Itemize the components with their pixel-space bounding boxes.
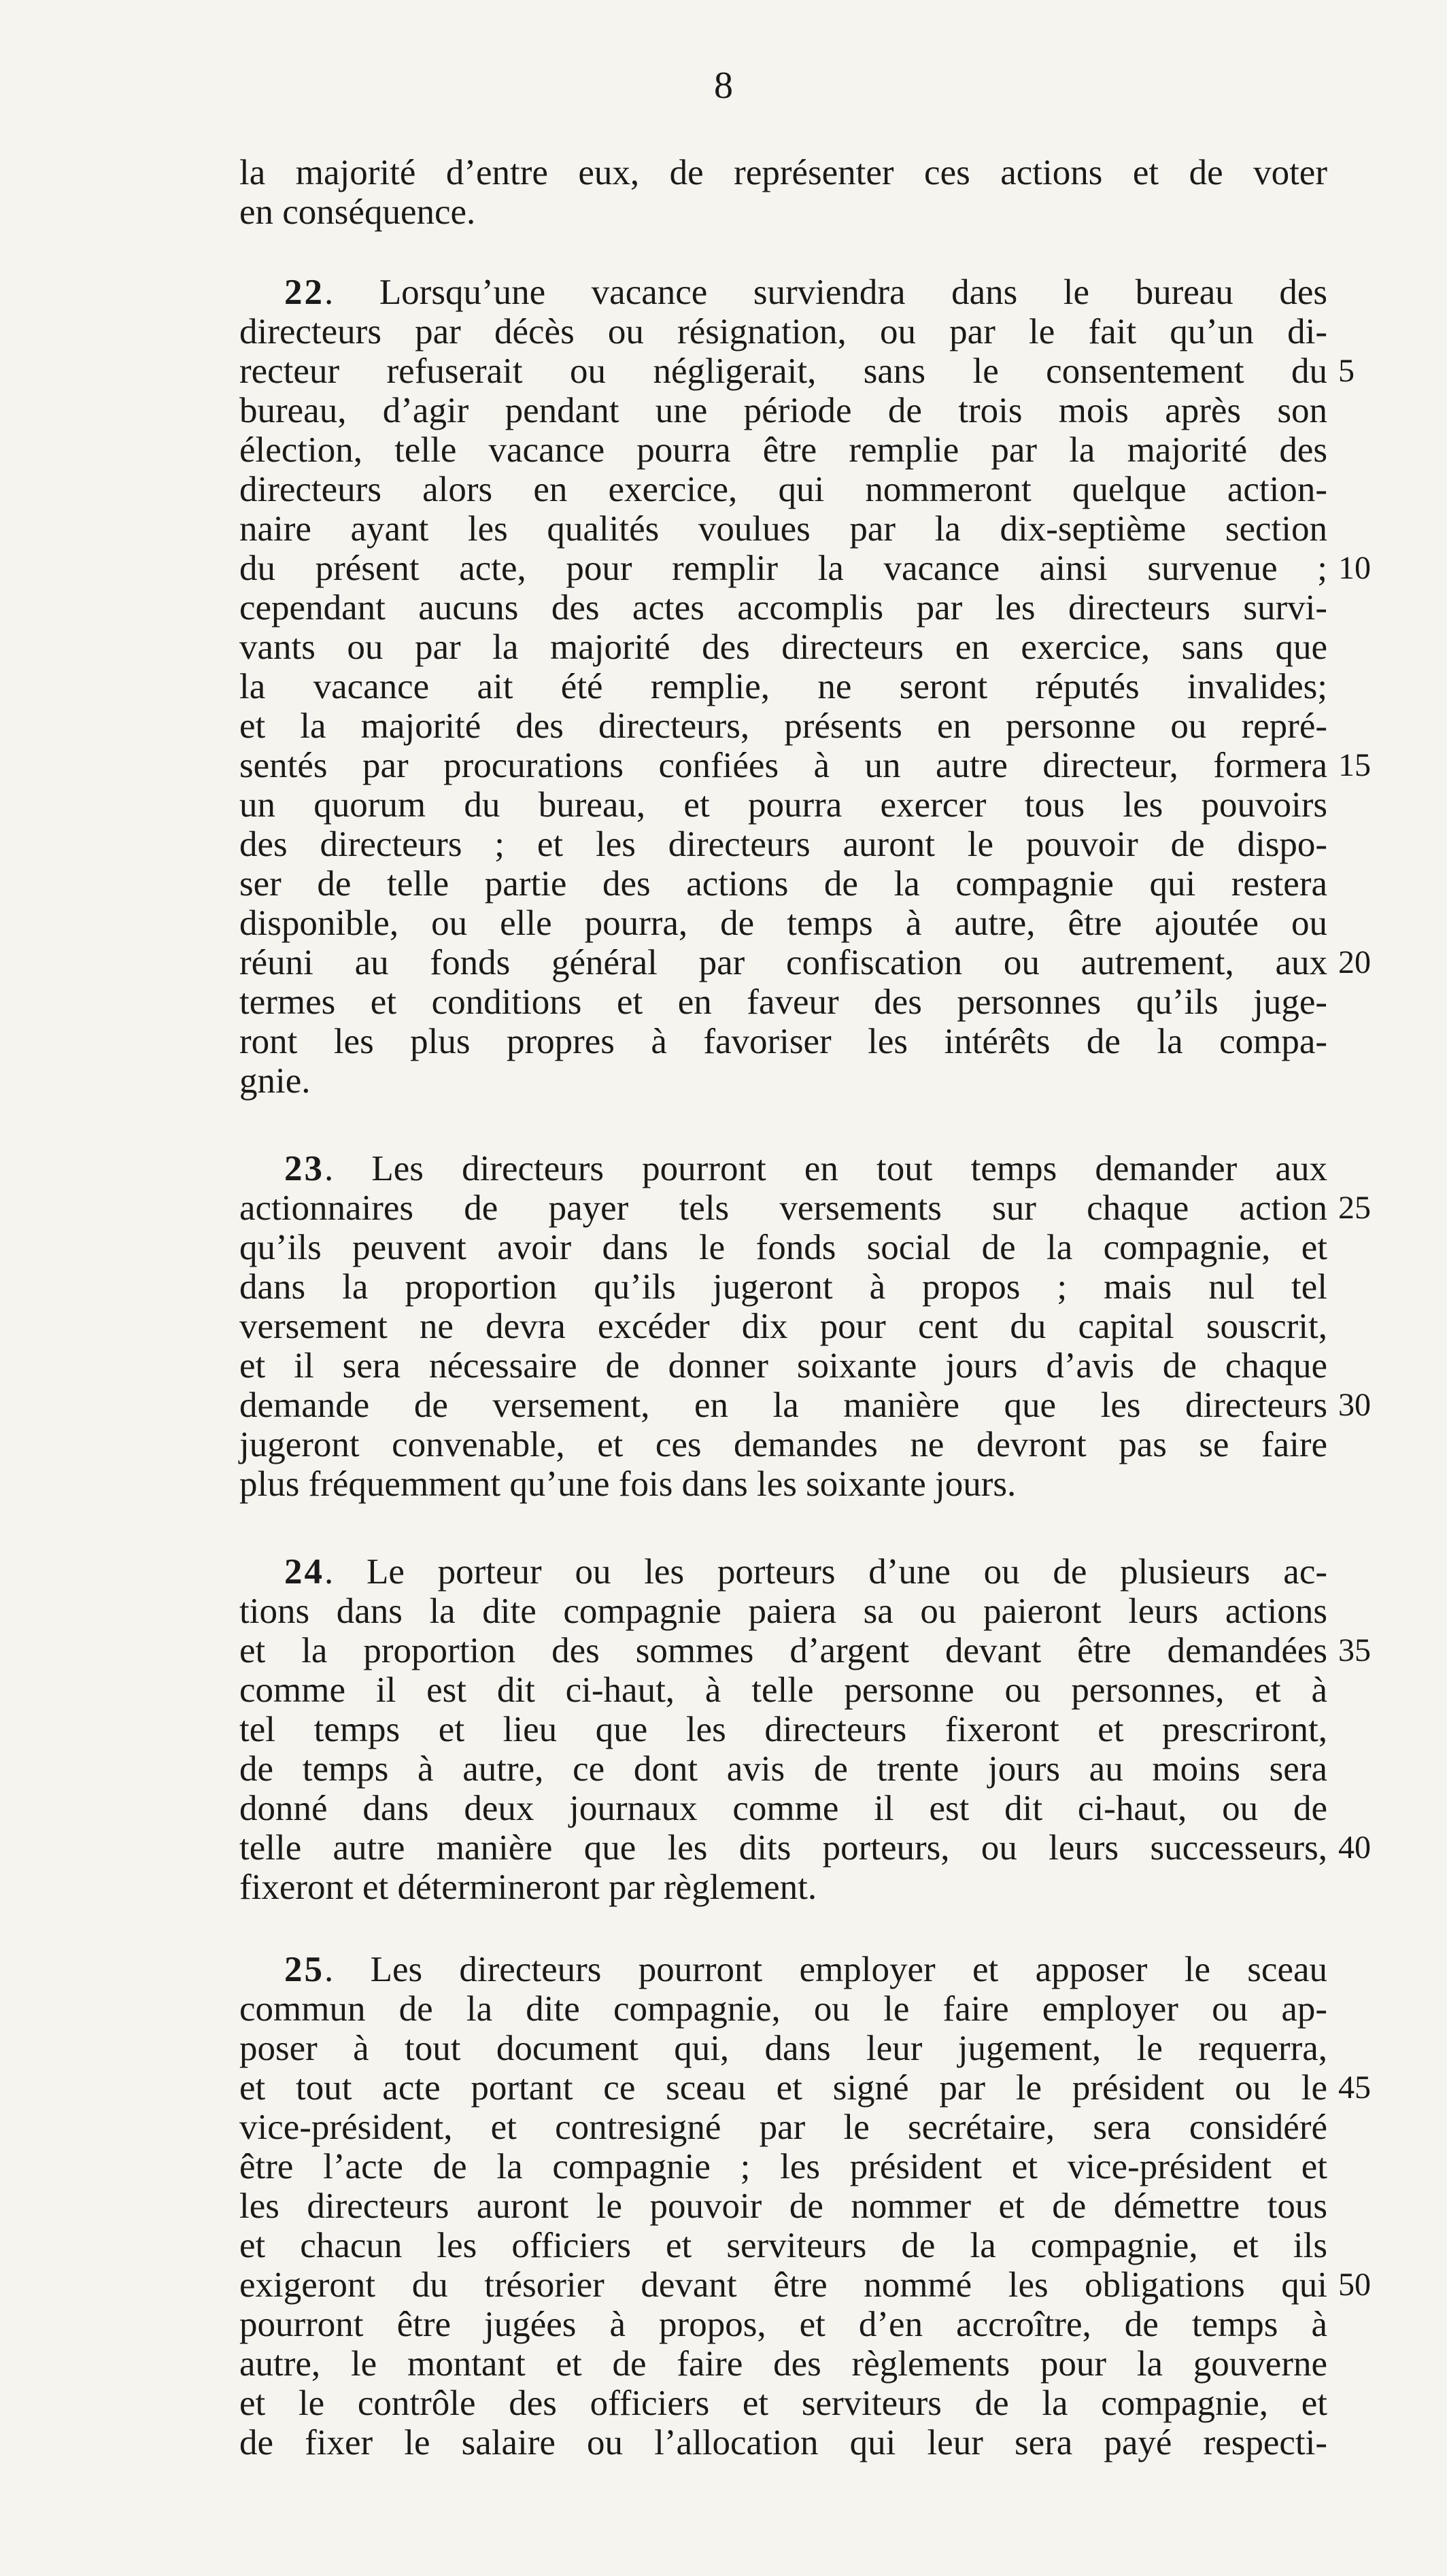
- text-line: plus fréquemment qu’une fois dans les soixante jours.: [239, 1464, 1017, 1504]
- text-line: actionnaires de payer tels versements sur chaque action: [239, 1188, 1327, 1228]
- text-line: exigeront du trésorier devant être nommé les obligations qui: [239, 2265, 1327, 2305]
- text-line: directeurs par décès ou résignation, ou par le fait qu’un di-: [239, 312, 1327, 351]
- section-first-text: Les directeurs pourront en tout temps demander aux: [371, 1149, 1327, 1188]
- text-line: qu’ils peuvent avoir dans le fonds social de la compagnie, et: [239, 1228, 1327, 1267]
- text-line: versement ne devra excéder dix pour cent du capital souscrit,: [239, 1307, 1327, 1346]
- text-line: des directeurs ; et les directeurs auront le pouvoir de dispo-: [239, 825, 1327, 864]
- text-line: fixeront et détermineront par règlement.: [239, 1868, 817, 1907]
- section-first-line: 24. Le porteur ou les porteurs d’une ou de plusieurs ac-: [284, 1552, 1327, 1592]
- text-line: ser de telle partie des actions de la compagnie qui restera: [239, 864, 1327, 904]
- section-number: 25: [284, 1950, 324, 1989]
- text-line: du présent acte, pour remplir la vacance ainsi survenue ;: [239, 549, 1327, 588]
- margin-line-number: 10: [1338, 550, 1371, 586]
- margin-line-number: 45: [1338, 2070, 1371, 2106]
- text-line: tions dans la dite compagnie paiera sa ou paieront leurs actions: [239, 1592, 1327, 1631]
- text-line: autre, le montant et de faire des règlements pour la gouverne: [239, 2344, 1327, 2384]
- section-first-text: Les directeurs pourront employer et apposer le sceau: [370, 1950, 1327, 1989]
- text-line: et chacun les officiers et serviteurs de la compagnie, et ils: [239, 2226, 1327, 2265]
- margin-line-number: 20: [1338, 944, 1371, 980]
- text-line: ront les plus propres à favoriser les intérêts de la compa-: [239, 1022, 1327, 1061]
- margin-line-number: 25: [1338, 1190, 1371, 1226]
- text-line: vice-président, et contresigné par le secrétaire, sera considéré: [239, 2108, 1327, 2147]
- text-line: élection, telle vacance pourra être remplie par la majorité des: [239, 430, 1327, 470]
- margin-line-number: 15: [1338, 747, 1371, 783]
- text-line: cependant aucuns des actes accomplis par les directeurs survi-: [239, 588, 1327, 628]
- section-25: [239, 1950, 1327, 2462]
- section-first-line: 25. Les directeurs pourront employer et apposer le sceau: [284, 1950, 1327, 1989]
- text-line: la vacance ait été remplie, ne seront réputés invalides;: [239, 667, 1327, 706]
- section-first-text: Lorsqu’une vacance surviendra dans le bureau des: [379, 273, 1328, 312]
- text-line: donné dans deux journaux comme il est dit ci-haut, ou de: [239, 1789, 1327, 1828]
- section-number: 23: [284, 1149, 324, 1188]
- text-line: et il sera nécessaire de donner soixante jours d’avis de chaque: [239, 1346, 1327, 1386]
- text-line: naire ayant les qualités voulues par la dix-septième section: [239, 509, 1327, 549]
- text-line: en conséquence.: [239, 192, 476, 232]
- text-line: termes et conditions et en faveur des personnes qu’ils juge-: [239, 982, 1327, 1022]
- text-line: les directeurs auront le pouvoir de nommer et de démettre tous: [239, 2186, 1327, 2226]
- section-24: [239, 1552, 1327, 1907]
- section-number: 22: [284, 273, 324, 312]
- text-line: vants ou par la majorité des directeurs en exercice, sans que: [239, 628, 1327, 667]
- text-line: de fixer le salaire ou l’allocation qui leur sera payé respecti-: [239, 2423, 1327, 2462]
- intro-paragraph: [239, 153, 1327, 232]
- text-line: et la proportion des sommes d’argent devant être demandées: [239, 1631, 1327, 1670]
- section-22: [239, 273, 1327, 1101]
- margin-line-number: 40: [1338, 1830, 1371, 1866]
- text-line: sentés par procurations confiées à un autre directeur, formera: [239, 746, 1327, 785]
- text-line: un quorum du bureau, et pourra exercer tous les pouvoirs: [239, 785, 1327, 825]
- text-line: et la majorité des directeurs, présents en personne ou repré-: [239, 706, 1327, 746]
- text-line: et tout acte portant ce sceau et signé par le président ou le: [239, 2068, 1327, 2108]
- text-line: la majorité d’entre eux, de représenter ces actions et de voter: [239, 153, 1327, 192]
- text-line: réuni au fonds général par confiscation ou autrement, aux: [239, 943, 1327, 982]
- section-first-line: 22. Lorsqu’une vacance surviendra dans le bureau des: [284, 273, 1328, 312]
- text-line: directeurs alors en exercice, qui nommeront quelque action-: [239, 470, 1327, 509]
- text-line: bureau, d’agir pendant une période de trois mois après son: [239, 391, 1327, 430]
- text-line: demande de versement, en la manière que les directeurs: [239, 1386, 1327, 1425]
- text-line: de temps à autre, ce dont avis de trente jours au moins sera: [239, 1749, 1327, 1789]
- text-line: et le contrôle des officiers et serviteurs de la compagnie, et: [239, 2384, 1327, 2423]
- margin-line-number: 35: [1338, 1632, 1371, 1668]
- text-line: tel temps et lieu que les directeurs fixeront et prescriront,: [239, 1710, 1327, 1749]
- text-line: être l’acte de la compagnie ; les président et vice-président et: [239, 2147, 1327, 2186]
- section-first-line: 23. Les directeurs pourront en tout temps demander aux: [284, 1149, 1327, 1188]
- text-line: jugeront convenable, et ces demandes ne devront pas se faire: [239, 1425, 1327, 1464]
- margin-line-number: 30: [1338, 1387, 1371, 1423]
- section-first-text: Le porteur ou les porteurs d’une ou de plusieurs ac-: [367, 1552, 1327, 1592]
- margin-line-number: 50: [1338, 2267, 1371, 2303]
- text-line: comme il est dit ci-haut, à telle personne ou personnes, et à: [239, 1670, 1327, 1710]
- text-line: recteur refuserait ou négligerait, sans le consentement du: [239, 351, 1327, 391]
- section-number: 24: [284, 1552, 324, 1592]
- text-line: commun de la dite compagnie, ou le faire employer ou ap-: [239, 1989, 1327, 2029]
- text-line: poser à tout document qui, dans leur jugement, le requerra,: [239, 2029, 1327, 2068]
- page-number: 8: [714, 65, 733, 107]
- margin-line-number: 5: [1338, 353, 1355, 389]
- text-line: gnie.: [239, 1061, 311, 1101]
- text-line: disponible, ou elle pourra, de temps à autre, être ajoutée ou: [239, 904, 1327, 943]
- text-line: dans la proportion qu’ils jugeront à propos ; mais nul tel: [239, 1267, 1327, 1307]
- text-line: telle autre manière que les dits porteurs, ou leurs successeurs,: [239, 1828, 1327, 1868]
- text-line: pourront être jugées à propos, et d’en accroître, de temps à: [239, 2305, 1327, 2344]
- section-23: [239, 1149, 1327, 1504]
